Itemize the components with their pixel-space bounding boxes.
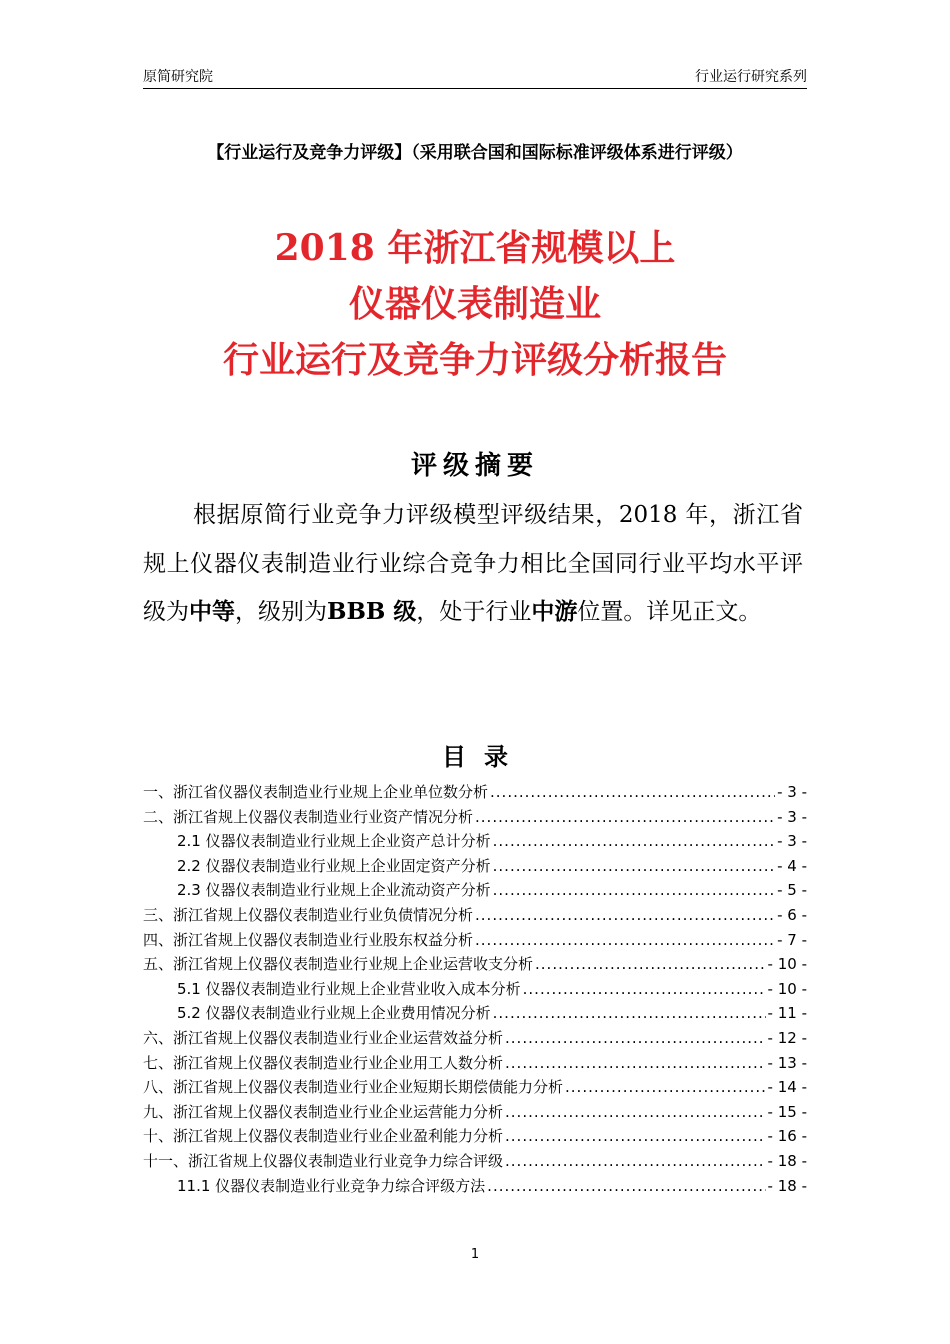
toc-leader-dots — [523, 977, 766, 1002]
toc-entry-title: 二、浙江省规上仪器仪表制造业行业资产情况分析 — [143, 807, 474, 826]
toc-entry-page: - 15 - — [767, 1102, 807, 1121]
toc-entry-page: - 10 - — [767, 979, 807, 998]
report-tagline: 【行业运行及竞争力评级】（采用联合国和国际标准评级体系进行评级） — [207, 143, 743, 163]
toc-leader-dots — [493, 854, 775, 879]
toc-entry-title: 2.1 仪器仪表制造业行业规上企业资产总计分析 — [177, 832, 491, 851]
summary-text-2: ，级别为 — [235, 599, 327, 625]
toc-entry-title: 11.1 仪器仪表制造业行业竞争力综合评级方法 — [177, 1176, 486, 1195]
summary-paragraph — [143, 491, 803, 637]
summary-text-4: 位置。详见正文。 — [577, 599, 762, 625]
toc-entry-page: - 18 - — [767, 1176, 807, 1195]
summary-text-1: 根据原简行业竞争力评级模型评级结果，2018 年，浙江省规上仪器仪表制造业行业综合竞争力相比全国同行业平均水平评级为 — [143, 502, 803, 625]
toc-entry[interactable] — [143, 1124, 807, 1149]
table-of-contents — [143, 780, 807, 1198]
toc-entry[interactable] — [143, 928, 807, 953]
toc-leader-dots — [493, 1001, 766, 1026]
toc-entry-page: - 4 - — [777, 856, 807, 875]
toc-entry[interactable] — [143, 1075, 807, 1100]
toc-entry-title: 四、浙江省规上仪器仪表制造业行业股东权益分析 — [143, 930, 474, 949]
header-series-name: 行业运行研究系列 — [695, 69, 807, 85]
toc-entry-page: - 6 - — [777, 905, 807, 924]
summary-rating-grade: BBB 级 — [327, 598, 417, 625]
toc-entry-page: - 7 - — [777, 930, 807, 949]
toc-entry-title: 一、浙江省仪器仪表制造业行业规上企业单位数分析 — [143, 783, 489, 801]
toc-entry-page: - 3 - — [777, 783, 807, 801]
toc-entry-page: - 3 - — [777, 832, 807, 851]
toc-leader-dots — [505, 1124, 766, 1149]
toc-leader-dots — [505, 1051, 766, 1076]
toc-entry[interactable] — [143, 1026, 807, 1051]
toc-entry-title: 六、浙江省规上仪器仪表制造业行业企业运营效益分析 — [143, 1028, 504, 1047]
toc-entry-title: 5.2 仪器仪表制造业行业规上企业费用情况分析 — [177, 1004, 491, 1023]
toc-subentry[interactable] — [143, 878, 807, 903]
page-header — [143, 66, 807, 89]
toc-entry-page: - 18 - — [767, 1151, 807, 1170]
toc-leader-dots — [505, 1100, 766, 1125]
toc-entry-page: - 3 - — [777, 807, 807, 826]
toc-entry-page: - 10 - — [767, 955, 807, 974]
toc-leader-dots — [505, 1149, 766, 1174]
report-title-line-2: 仪器仪表制造业 — [348, 283, 601, 325]
report-title-line-1: 2018 年浙江省规模以上 — [274, 227, 676, 269]
toc-entry-title: 2.3 仪器仪表制造业行业规上企业流动资产分析 — [177, 881, 491, 900]
toc-entry[interactable] — [143, 805, 807, 830]
report-title — [0, 220, 950, 388]
toc-entry-page: - 12 - — [767, 1028, 807, 1047]
summary-text-3: ，处于行业 — [416, 599, 532, 625]
toc-entry-title: 七、浙江省规上仪器仪表制造业行业企业用工人数分析 — [143, 1053, 504, 1072]
toc-leader-dots — [493, 829, 775, 854]
toc-subentry[interactable] — [143, 1001, 807, 1026]
toc-entry[interactable] — [143, 1051, 807, 1076]
toc-entry-title: 十一、浙江省规上仪器仪表制造业行业竞争力综合评级 — [143, 1151, 504, 1170]
toc-entry-page: - 5 - — [777, 881, 807, 900]
toc-entry-title: 三、浙江省规上仪器仪表制造业行业负债情况分析 — [143, 905, 474, 924]
toc-entry[interactable] — [143, 1100, 807, 1125]
toc-subentry[interactable] — [143, 854, 807, 879]
toc-entry[interactable] — [143, 903, 807, 928]
toc-leader-dots — [535, 952, 766, 977]
toc-entry[interactable] — [143, 1149, 807, 1174]
toc-entry-title: 九、浙江省规上仪器仪表制造业行业企业运营能力分析 — [143, 1102, 504, 1121]
toc-subentry[interactable] — [143, 1174, 807, 1199]
toc-entry-page: - 11 - — [767, 1004, 807, 1023]
toc-leader-dots — [490, 780, 775, 805]
toc-entry-title: 十、浙江省规上仪器仪表制造业行业企业盈利能力分析 — [143, 1127, 504, 1146]
summary-rating-position: 中游 — [531, 598, 578, 625]
report-title-line-3: 行业运行及竞争力评级分析报告 — [222, 339, 727, 381]
toc-subentry[interactable] — [143, 977, 807, 1002]
summary-rating-level: 中等 — [189, 598, 235, 625]
toc-entry-title: 2.2 仪器仪表制造业行业规上企业固定资产分析 — [177, 856, 491, 875]
toc-entry[interactable] — [143, 780, 807, 805]
toc-subentry[interactable] — [143, 829, 807, 854]
toc-entry-page: - 13 - — [767, 1053, 807, 1072]
summary-heading: 评级摘要 — [410, 451, 539, 481]
toc-entry-title: 八、浙江省规上仪器仪表制造业行业企业短期长期偿债能力分析 — [143, 1078, 564, 1097]
toc-heading: 目录 — [442, 743, 526, 771]
toc-entry-title: 五、浙江省规上仪器仪表制造业行业规上企业运营收支分析 — [143, 955, 534, 974]
toc-leader-dots — [505, 1026, 766, 1051]
toc-leader-dots — [487, 1174, 765, 1199]
toc-entry-page: - 14 - — [767, 1078, 807, 1097]
page-number: 1 — [470, 1247, 480, 1262]
toc-entry-title: 5.1 仪器仪表制造业行业规上企业营业收入成本分析 — [177, 979, 521, 998]
toc-leader-dots — [493, 878, 775, 903]
toc-leader-dots — [565, 1075, 766, 1100]
toc-leader-dots — [475, 928, 775, 953]
toc-leader-dots — [475, 805, 775, 830]
toc-leader-dots — [475, 903, 775, 928]
header-org-name: 原简研究院 — [143, 69, 213, 85]
toc-entry[interactable] — [143, 952, 807, 977]
toc-entry-page: - 16 - — [767, 1127, 807, 1146]
